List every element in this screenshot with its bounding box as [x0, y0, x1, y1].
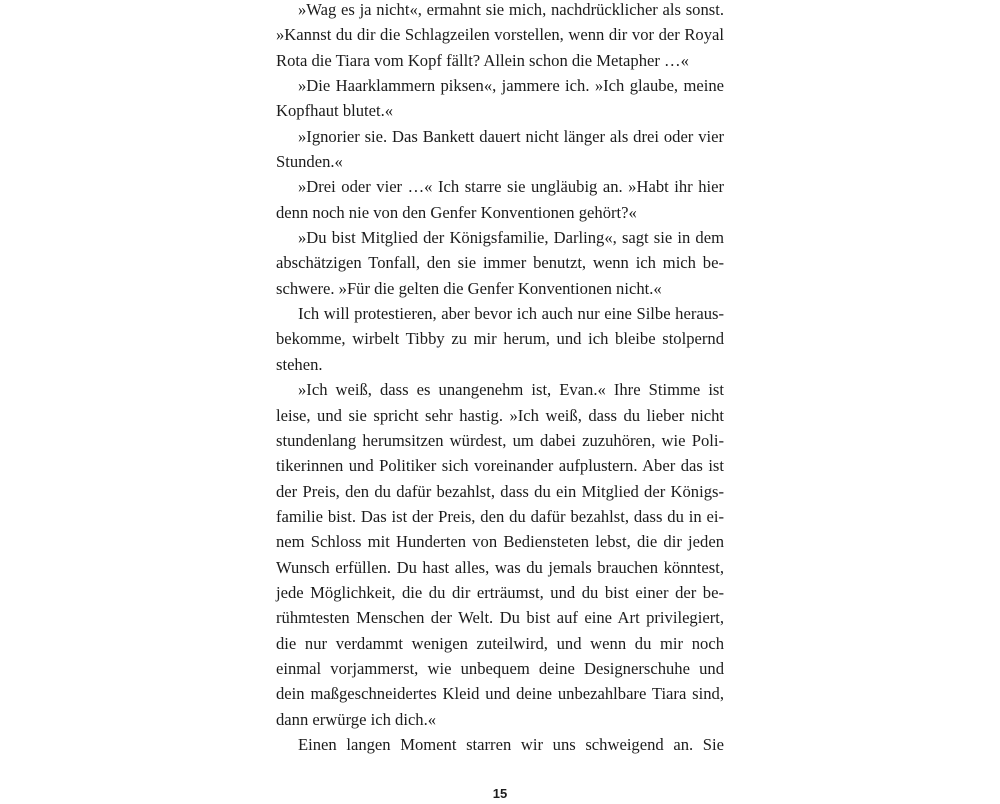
text-line: stehen.: [276, 354, 323, 374]
page-number: 15: [492, 786, 508, 801]
text-line: abschätzigen Tonfall, den sie immer benutzt, wenn ich mich be-: [276, 253, 724, 273]
text-line: Kopfhaut blutet.«: [276, 101, 394, 121]
text-line: »Die Haarklammern piksen«, jammere ich. »Ich glaube, meine: [298, 76, 724, 96]
text-line: »Du bist Mitglied der Königsfamilie, Darling«, sagt sie in dem: [298, 228, 724, 248]
text-line: nem Schloss mit Hunderten von Bediensteten lebst, die dir jeden: [276, 532, 724, 552]
text-line: stundenlang herumsitzen würdest, um dabei zuzuhören, wie Poli-: [276, 430, 724, 450]
text-line: Stunden.«: [276, 152, 343, 172]
text-line: schwere. »Für die gelten die Genfer Konventionen nicht.«: [276, 278, 662, 298]
text-line: familie bist. Das ist der Preis, den du dafür bezahlst, dass du in ei-: [276, 506, 724, 526]
text-line: Rota die Tiara vom Kopf fällt? Allein schon die Metapher …«: [276, 50, 689, 70]
text-line: »Ignorier sie. Das Bankett dauert nicht länger als drei oder vier: [298, 126, 724, 146]
text-line: jede Möglichkeit, die du dir erträumst, und du bist einer der be-: [276, 582, 724, 602]
text-line: »Drei oder vier …« Ich starre sie ungläubig an. »Habt ihr hier: [298, 177, 724, 197]
text-line: leise, und sie spricht sehr hastig. »Ich weiß, dass du lieber nicht: [276, 405, 724, 425]
text-line: dein maßgeschneidertes Kleid und deine unbezahlbare Tiara sind,: [276, 684, 724, 704]
text-line: denn noch nie von den Genfer Konventionen gehört?«: [276, 202, 637, 222]
text-line: rühmtesten Menschen der Welt. Du bist auf eine Art privilegiert,: [276, 608, 724, 628]
text-line: Wunsch erfüllen. Du hast alles, was du jemals brauchen könntest,: [276, 557, 724, 577]
text-line: Einen langen Moment starren wir uns schweigend an. Sie: [298, 734, 724, 754]
text-line: »Wag es ja nicht«, ermahnt sie mich, nachdrücklicher als sonst.: [298, 0, 724, 19]
text-line: bekomme, wirbelt Tibby zu mir herum, und ich bleibe stolpernd: [276, 329, 724, 349]
body-text: [276, 0, 724, 757]
text-line: »Ich weiß, dass es unangenehm ist, Evan.« Ihre Stimme ist: [298, 380, 724, 400]
text-line: Ich will protestieren, aber bevor ich auch nur eine Silbe heraus-: [298, 304, 724, 324]
text-line: dann erwürge ich dich.«: [276, 709, 437, 729]
text-line: »Kannst du dir die Schlagzeilen vorstellen, wenn dir vor der Royal: [276, 25, 724, 45]
text-line: tikerinnen und Politiker sich voreinander aufplustern. Aber das ist: [276, 456, 724, 476]
text-line: die nur verdammt wenigen zuteilwird, und wenn du mir noch: [276, 633, 724, 653]
text-line: einmal vorjammerst, wie unbequem deine Designerschuhe und: [276, 658, 724, 678]
text-line: der Preis, den du dafür bezahlst, dass du ein Mitglied der Königs-: [276, 481, 724, 501]
